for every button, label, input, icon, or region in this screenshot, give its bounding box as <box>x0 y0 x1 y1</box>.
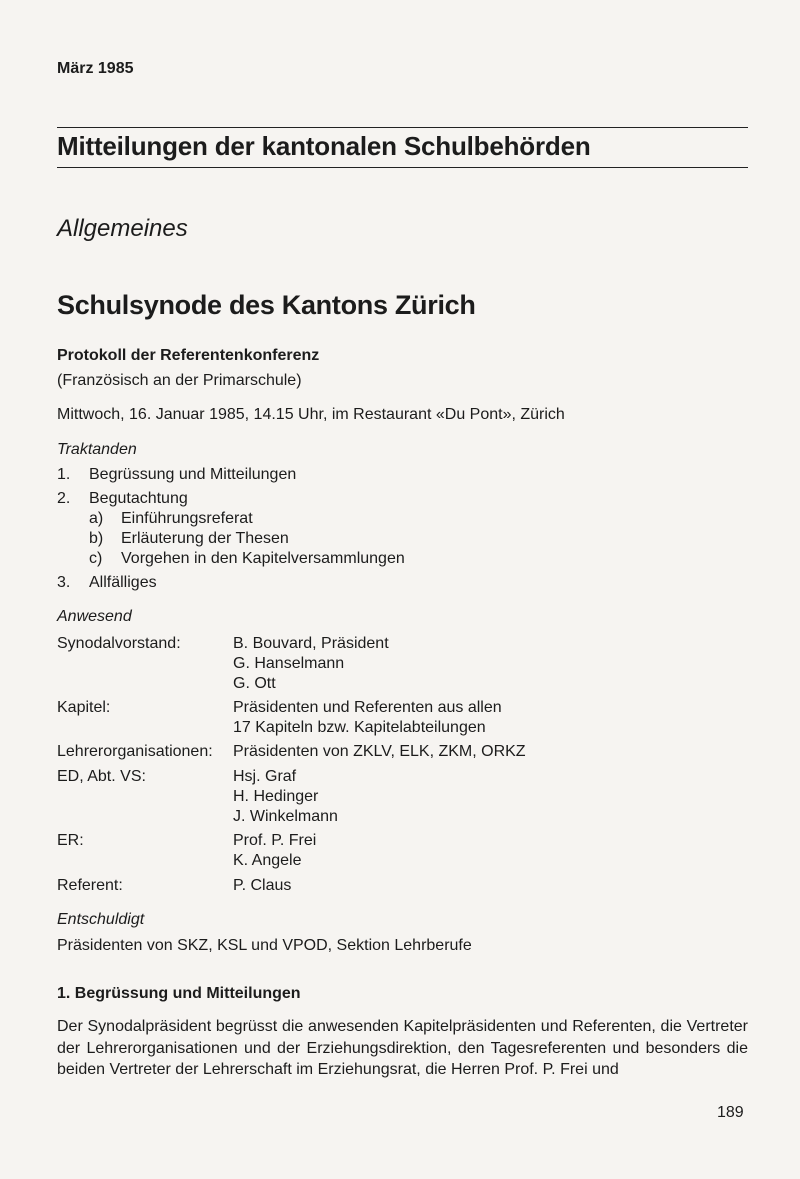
attendance-name: K. Angele <box>233 852 302 869</box>
agenda-item-number: 2. <box>57 490 71 507</box>
article-title: Schulsynode des Kantons Zürich <box>57 290 476 320</box>
agenda-item-text: Begutachtung <box>89 490 188 507</box>
category-heading: Allgemeines <box>57 215 188 242</box>
body-paragraph: Der Synodalpräsident begrüsst die anwesenden Kapitelpräsidenten und Referenten, die Vertreter der Lehrerorganisationen und der Erziehungsdirektion, den Tagesreferenten und besonders die beiden Vertreter der Lehrerschaft im Erziehungsrat, die Herren Prof. P. Frei und <box>57 1018 748 1078</box>
attendance-name: H. Hedinger <box>233 788 319 805</box>
excused-heading: Entschuldigt <box>57 911 145 928</box>
agenda-subitem-letter: a) <box>89 510 104 527</box>
attendance-name: Hsj. Graf <box>233 768 297 785</box>
attendance-name: Prof. P. Frei <box>233 832 317 849</box>
attendance-name: G. Ott <box>233 675 276 692</box>
protocol-subtitle: Protokoll der Referentenkonferenz <box>57 347 320 364</box>
agenda-item-text: Begrüssung und Mitteilungen <box>89 466 297 483</box>
attendance-heading: Anwesend <box>57 608 132 625</box>
agenda-subitem-text: Einführungsreferat <box>121 510 253 527</box>
agenda-heading: Traktanden <box>57 441 137 458</box>
protocol-subject: (Französisch an der Primarschule) <box>57 372 302 389</box>
attendance-label: Kapitel: <box>57 699 111 716</box>
attendance-name: Präsidenten von ZKLV, ELK, ZKM, ORKZ <box>233 743 526 760</box>
agenda-item-text: Allfälliges <box>89 574 157 591</box>
page-number: 189 <box>717 1104 744 1121</box>
agenda-item-number: 1. <box>57 466 71 483</box>
agenda-subitem-letter: c) <box>89 550 103 567</box>
agenda-item-number: 3. <box>57 574 71 591</box>
section-title: Mitteilungen der kantonalen Schulbehörden <box>57 131 591 161</box>
attendance-name: P. Claus <box>233 877 292 894</box>
issue-date: März 1985 <box>57 60 134 77</box>
attendance-label: ED, Abt. VS: <box>57 768 146 785</box>
meeting-info: Mittwoch, 16. Januar 1985, 14.15 Uhr, im Restaurant «Du Pont», Zürich <box>57 406 565 423</box>
attendance-name: Präsidenten und Referenten aus allen <box>233 699 502 716</box>
attendance-name: B. Bouvard, Präsident <box>233 635 389 652</box>
attendance-label: Referent: <box>57 877 123 894</box>
section-heading: 1. Begrüssung und Mitteilungen <box>57 985 301 1002</box>
agenda-subitem-text: Erläuterung der Thesen <box>121 530 289 547</box>
attendance-name: G. Hanselmann <box>233 655 345 672</box>
attendance-label: ER: <box>57 832 84 849</box>
attendance-label: Synodalvorstand: <box>57 635 181 652</box>
title-rule-bottom <box>57 167 748 168</box>
agenda-subitem-letter: b) <box>89 530 104 547</box>
excused-text: Präsidenten von SKZ, KSL und VPOD, Sektion Lehrberufe <box>57 937 472 954</box>
title-rule-top <box>57 127 748 128</box>
attendance-name: J. Winkelmann <box>233 808 338 825</box>
agenda-subitem-text: Vorgehen in den Kapitelversammlungen <box>121 550 405 567</box>
attendance-name: 17 Kapiteln bzw. Kapitelabteilungen <box>233 719 486 736</box>
attendance-label: Lehrerorganisationen: <box>57 743 213 760</box>
